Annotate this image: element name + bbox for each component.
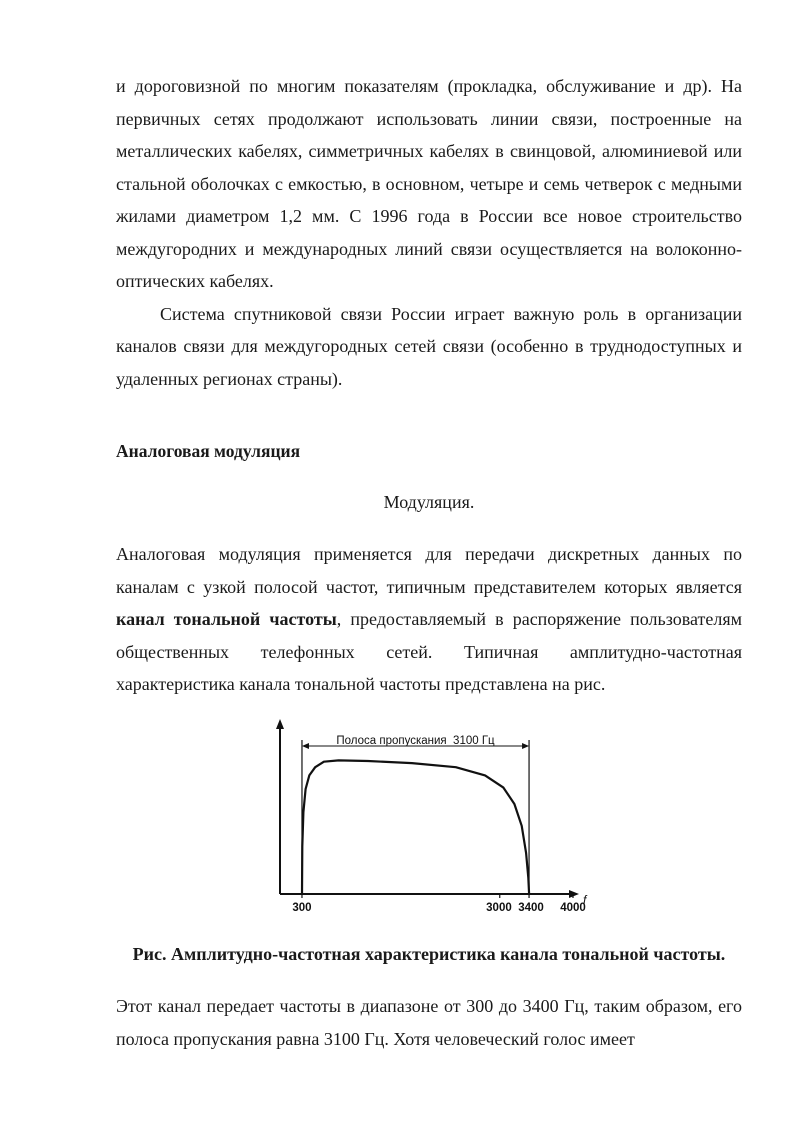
- x-tick-label-3000: 3000: [486, 901, 512, 914]
- x-axis-label: f: [583, 892, 587, 907]
- paragraph-3-start: Аналоговая модуляция применяется для передачи дискретных данных по каналам с узкой полосой частот, типичным представителем которых является: [116, 544, 742, 597]
- paragraph-3: [116, 538, 742, 701]
- paragraph-1: и дороговизной по многим показателям (прокладка, обслуживание и др). На первичных сетях продолжают использовать линии связи, построенные на металлических кабелях, симметричных кабелях в свинцовой, алюминиевой или стальной оболочках с емкостью, в основном, четыре и семь четверок с медными жилами диаметром 1,2 мм. С 1996 года в России все новое строительство междугородних и международных линий связи осуществляется на волоконно-оптических кабелях.: [116, 76, 742, 291]
- paragraph-4: Этот канал передает частоты в диапазоне от 300 до 3400 Гц, таким образом, его полоса пропускания равна 3100 Гц. Хотя человеческий голос имеет: [116, 996, 742, 1049]
- x-tick-label-300: 300: [292, 901, 312, 914]
- band-arrow-right: [522, 743, 529, 749]
- figure-caption: Рис. Амплитудно-частотная характеристика канала тональной частоты.: [132, 943, 726, 964]
- x-tick-label-3400: 3400: [518, 901, 544, 914]
- response-curve: [302, 760, 529, 894]
- paragraph-3-end: , предоставляемый в распоряжение пользователям общественных телефонных сетей. Типичная амплитудно-частотная характеристика канала тональной частоты представлена на рис.: [116, 609, 742, 694]
- x-axis-arrow: [569, 890, 579, 898]
- section-heading: Аналоговая модуляция: [116, 441, 301, 461]
- paragraph-2: Система спутниковой связи России играет важную роль в организации каналов связи для междугородных сетей связи (особенно в труднодоступных и удаленных регионах страны).: [116, 303, 742, 389]
- x-tick-label-4000: 4000: [560, 901, 586, 914]
- document-page: [116, 70, 742, 1055]
- section-subtitle: Модуляция.: [383, 491, 475, 512]
- paragraph-3-bold: канал тональной частоты: [116, 609, 337, 629]
- frequency-response-figure: [116, 719, 742, 914]
- y-axis-arrow: [276, 719, 284, 729]
- band-annotation: Полоса пропускания 3100 Гц: [336, 734, 495, 747]
- band-arrow-left: [302, 743, 309, 749]
- frequency-response-chart: [116, 719, 742, 914]
